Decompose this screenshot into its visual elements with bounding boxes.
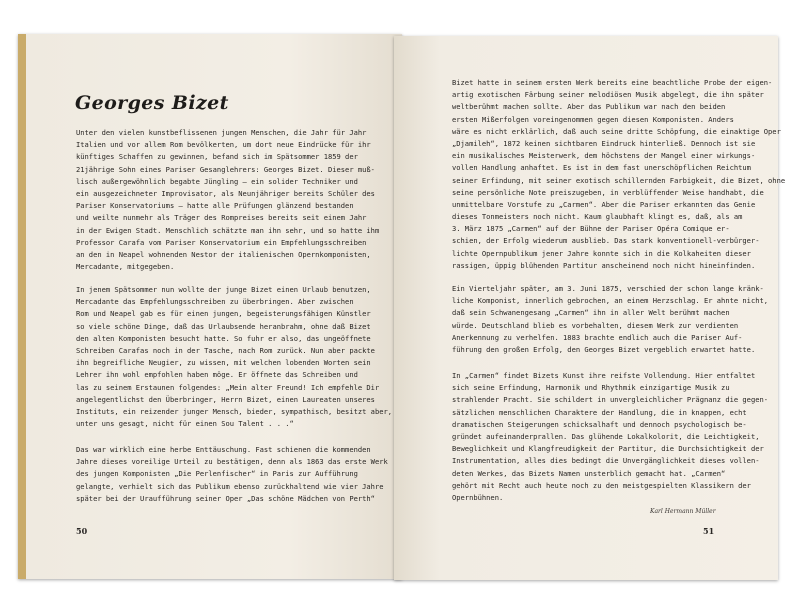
text-line: Professor Carafa vom Pariser Konservatorium ein Empfehlungsschreiben — [76, 237, 367, 247]
text-line: den alten Komponisten besucht hatte. So fuhr er also, das ungeöffnete — [76, 333, 371, 343]
text-line: daß sein Schwanengesang „Carmen“ ihn in aller Welt berühmt machen — [452, 308, 730, 318]
text-line: dramatischen Steigerungen schicksalhaft und dennoch psychologisch be- — [452, 419, 747, 429]
text-line: später bei der Uraufführung seiner Oper „Das schöne Mädchen von Perth“ — [76, 493, 375, 503]
text-line: ein ausgezeichneter Improvisator, als Neunjähriger bereits Schüler des — [76, 188, 375, 198]
text-line: unter uns gesagt, nicht für einen Sou Talent . . .“ — [76, 419, 294, 429]
text-line: ersten Mißerfolgen voreingenommen gegen diesen Komponisten. Anders — [452, 114, 734, 124]
text-line: an den in Neapel wohnenden Nestor der italienischen Opernkomponisten, — [76, 249, 371, 259]
text-line: des jungen Komponisten „Die Perlenfischer“ in Paris zur Aufführung — [76, 469, 358, 479]
right-paragraph-2 — [452, 283, 768, 356]
text-line: ihn begreifliche Neugier, zu wissen, mit welchen lobenden Worten sein — [76, 358, 371, 368]
text-line: seiner Erfindung, mit seiner exotisch schillernden Farbigkeit, die Bizet, ohne — [452, 175, 786, 185]
right-paragraph-1 — [452, 77, 785, 272]
text-line: deten Werkes, das Bizets Namen unsterblich gemacht hat. „Carmen“ — [452, 468, 726, 478]
text-line: Jahre dieses voreilige Urteil zu bestätigen, denn als 1863 das erste Werk — [76, 457, 388, 467]
page-title: Georges Bizet — [75, 92, 229, 114]
text-line: gelangte, verhielt sich das Publikum ebenso zurückhaltend wie vier Jahre — [76, 481, 384, 491]
text-line: Ein Vierteljahr später, am 3. Juni 1875, verschied der schon lange kränk- — [452, 284, 764, 293]
text-line: vollen Handlung anhaftet. Es ist in dem fast unerschöpflichen Reichtum — [452, 163, 751, 173]
text-line: Instituts, ein reizender junger Mensch, bieder, sympathisch, besitzt aber, — [76, 406, 393, 416]
text-line: strahlender Pracht. Sie schildert in unvergleichlicher Prägnanz die gegen- — [452, 395, 769, 405]
text-line: unmittelbare Vorstufe zu „Carmen“. Aber die Pariser erkannten das Genie — [452, 199, 756, 209]
author-byline: Karl Hermann Müller — [650, 508, 716, 515]
text-line: weltberühmt machen sollte. Aber das Publikum war nach den beiden — [452, 102, 726, 112]
text-line: Anerkennung zu verhelfen. 1883 brachte endlich auch die Pariser Auf- — [452, 332, 743, 342]
text-line: 3. März 1875 „Carmen“ auf der Bühne der Pariser Opéra Comique er- — [452, 224, 730, 234]
text-line: Italien und vor allem Rom bevölkerten, um dort neue Eindrücke für ihr — [76, 140, 371, 150]
text-line: angelegentlichst den Überbringer, Herrn Bizet, einen Laureaten unseres — [76, 394, 375, 404]
text-line: künftiges Schaffen zu gewinnen, befand sich im Spätsommer 1859 der — [76, 152, 358, 162]
text-line: gehört mit Recht auch heute noch zu den meistgespielten Klassikern der — [452, 480, 751, 490]
text-line: rassigen, üppig blühenden Partitur anscheinend noch nicht hineinfinden. — [452, 260, 756, 270]
text-line: Opernbühnen. — [452, 492, 504, 502]
text-line: dieses Tonmeisters noch nicht. Kaum glaubhaft klingt es, daß, als am — [452, 212, 743, 222]
text-line: In „Carmen“ findet Bizets Kunst ihre reifste Vollendung. Hier entfaltet — [452, 371, 756, 380]
left-paragraph-1 — [76, 127, 379, 273]
text-line: in der Ewigen Stadt. Menschlich schätzte man ihn sehr, und so hatte ihm — [76, 225, 380, 235]
left-paragraph-3 — [76, 444, 388, 505]
text-line: wäre es nicht erklärlich, daß auch seine dritte Schöpfung, die einaktige Oper — [452, 126, 781, 136]
text-line: Bizet hatte in seinem ersten Werk bereits eine beachtliche Probe der eigen- — [452, 78, 773, 87]
text-line: las zu seinem Erstaunen folgendes: „Mein alter Freund! Ich empfehle Dir — [76, 382, 380, 392]
text-line: so viele schöne Dinge, daß das Urlaubsende heranbrahm, ohne daß Bizet — [76, 321, 371, 331]
text-line: würde. Deutschland blieb es vorbehalten, diesem Werk zur verdienten — [452, 320, 739, 330]
text-line: sätzlichen menschlichen Charaktere der Handlung, die in knappen, echt — [452, 407, 747, 417]
text-line: seine persönliche Note preiszugeben, in verblüffender Weise handhabt, die — [452, 187, 764, 197]
text-line: Pariser Konservatoriums — hatte alle Prüfungen glänzend bestanden — [76, 201, 354, 211]
text-line: „Djamileh“, 1872 keinen sichtbaren Eindruck hinterließ. Dennoch ist sie — [452, 138, 756, 148]
text-line: gründet aufeinanderprallen. Das glühende Lokalkolorit, die Leichtigkeit, — [452, 431, 760, 441]
right-paragraph-3 — [452, 370, 768, 504]
text-line: Das war wirklich eine herbe Enttäuschung. Fast schienen die kommenden — [76, 445, 371, 454]
page-number-right: 51 — [703, 526, 715, 536]
text-line: ein musikalisches Meisterwerk, dem höchstens der Mangel einer wirkungs- — [452, 151, 756, 161]
text-line: In jenem Spätsommer nun wollte der junge Bizet einen Urlaub benutzen, — [76, 285, 371, 294]
text-line: schien, der Erfolg wiederum ausblieb. Das stark konventionell-verbürger- — [452, 236, 760, 246]
text-line: Instrumentation, alles dies bedingt die Unvergänglichkeit dieses vollen- — [452, 456, 760, 466]
text-line: Lehrer ihn wohl empfohlen haben möge. Er öffnete das Schreiben und — [76, 370, 358, 380]
text-line: Rom und Neapel gab es für einen jungen, begeisterungsfähigen Künstler — [76, 309, 371, 319]
text-line: artig exotischen Färbung seiner melodiösen Musik abgelegt, die ihn später — [452, 90, 764, 100]
text-line: lisch außergewöhnlich begabte Jüngling — ein solider Techniker und — [76, 176, 358, 186]
text-line: liche Komponist, innerlich gebrochen, an einem Herzschlag. Er ahnte nicht, — [452, 296, 769, 306]
text-line: Mercadante, mitgegeben. — [76, 262, 175, 272]
text-line: führung den großen Erfolg, den Georges Bizet vergeblich erwartet hatte. — [452, 344, 756, 354]
text-line: 21jährige Sohn eines Pariser Gesanglehrers: Georges Bizet. Dieser muß- — [76, 164, 375, 174]
text-line: sich seine Erfindung, Harmonik und Rhythmik einzigartige Musik zu — [452, 383, 730, 393]
text-line: Beweglichkeit und Klangfreudigkeit der Partitur, die Durchsichtigkeit der — [452, 444, 764, 454]
text-line: lichte Opernpublikum jener Jahre konnte sich in die Kolkaheiten dieser — [452, 248, 751, 258]
text-line: Mercadante das Empfehlungsschreiben zu überbringen. Aber zwischen — [76, 297, 354, 307]
text-line: Schreiben Carafas noch in der Tasche, nach Rom zurück. Nun aber packte — [76, 345, 375, 355]
text-line: und weilte nunmehr als Träger des Rompreises bereits seit einem Jahr — [76, 213, 367, 223]
page-number-left: 50 — [76, 526, 88, 536]
left-paragraph-2 — [76, 284, 392, 430]
text-line: Unter den vielen kunstbeflissenen jungen Menschen, die Jahr für Jahr — [76, 128, 367, 137]
